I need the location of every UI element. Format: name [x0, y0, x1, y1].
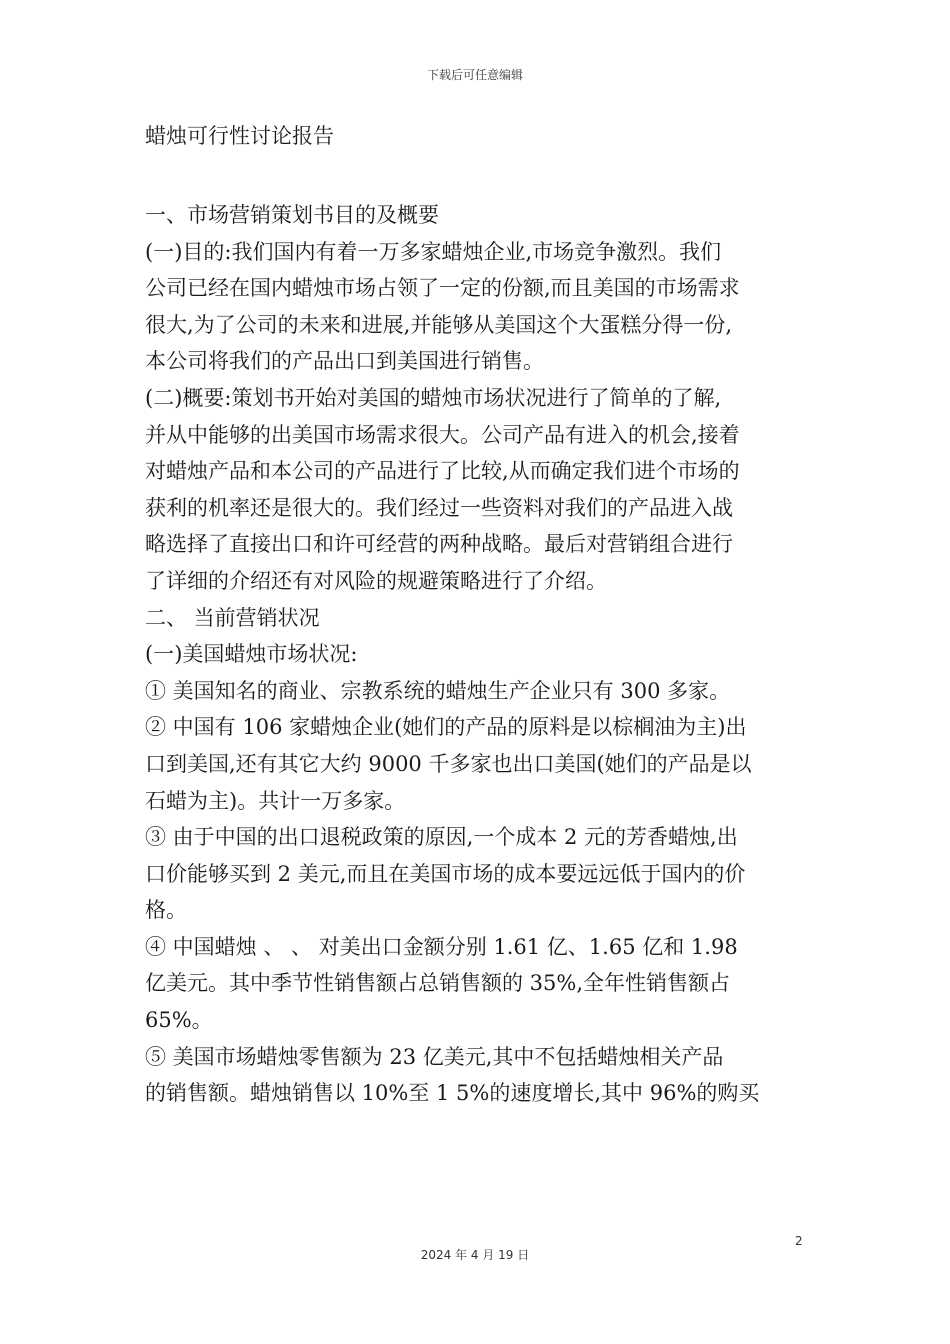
text-line: ⑤ 美国市场蜡烛零售额为 23 亿美元,其中不包括蜡烛相关产品: [145, 1044, 724, 1069]
text-line: ③ 由于中国的出口退税政策的原因,一个成本 2 元的芳香蜡烛,出: [145, 825, 738, 850]
document-title: 蜡烛可行性讨论报告: [145, 124, 334, 148]
text-line: ② 中国有 106 家蜡烛企业(她们的产品的原料是以棕榈油为主)出: [145, 715, 747, 740]
text-line: 并从中能够的出美国市场需求很大。公司产品有进入的机会,接着: [145, 422, 740, 447]
text-line: 石蜡为主)。共计一万多家。: [145, 788, 406, 813]
text-line: 了详细的介绍还有对风险的规避策略进行了介绍。: [145, 568, 607, 593]
text-line: ④ 中国蜡烛 、 、 对美出口金额分别 1.61 亿、1.65 亿和 1.98: [145, 934, 738, 959]
text-line: 一、市场营销策划书目的及概要: [145, 203, 439, 227]
text-line: 很大,为了公司的未来和进展,并能够从美国这个大蛋糕分得一份,: [145, 312, 733, 337]
text-line: 格。: [145, 898, 187, 923]
text-line: 的销售额。蜡烛销售以 10%至 1 5%的速度增长,其中 96%的购买: [145, 1081, 760, 1106]
document-body: [145, 197, 809, 1112]
text-line: (二)概要:策划书开始对美国的蜡烛市场状况进行了简单的了解,: [145, 385, 722, 410]
text-line: 本公司将我们的产品出口到美国进行销售。: [145, 349, 544, 374]
text-line: 口价能够买到 2 美元,而且在美国市场的成本要远远低于国内的价: [145, 861, 746, 886]
text-line: 获利的机率还是很大的。我们经过一些资料对我们的产品进入战: [145, 495, 733, 520]
text-line: 亿美元。其中季节性销售额占总销售额的 35%,全年性销售额占: [145, 971, 731, 996]
text-line: 公司已经在国内蜡烛市场占领了一定的份额,而且美国的市场需求: [145, 276, 740, 301]
text-line: 65%。: [145, 1008, 213, 1033]
page-header: 下载后可任意编辑: [426, 68, 523, 82]
text-line: 对蜡烛产品和本公司的产品进行了比较,从而确定我们进个市场的: [145, 459, 740, 484]
text-line: (一)美国蜡烛市场状况:: [145, 642, 358, 667]
text-line: ① 美国知名的商业、宗教系统的蜡烛生产企业只有 300 多家。: [145, 678, 731, 703]
text-line: 二、 当前营销状况: [145, 605, 320, 630]
text-line: (一)目的:我们国内有着一万多家蜡烛企业,市场竞争激烈。我们: [145, 239, 722, 264]
text-line: 口到美国,还有其它大约 9000 千多家也出口美国(她们的产品是以: [145, 751, 752, 776]
text-line: 略选择了直接出口和许可经营的两种战略。最后对营销组合进行: [145, 532, 733, 557]
page-number: 2: [795, 1234, 803, 1248]
page-footer-date: 2024 年 4 月 19 日: [420, 1248, 530, 1262]
